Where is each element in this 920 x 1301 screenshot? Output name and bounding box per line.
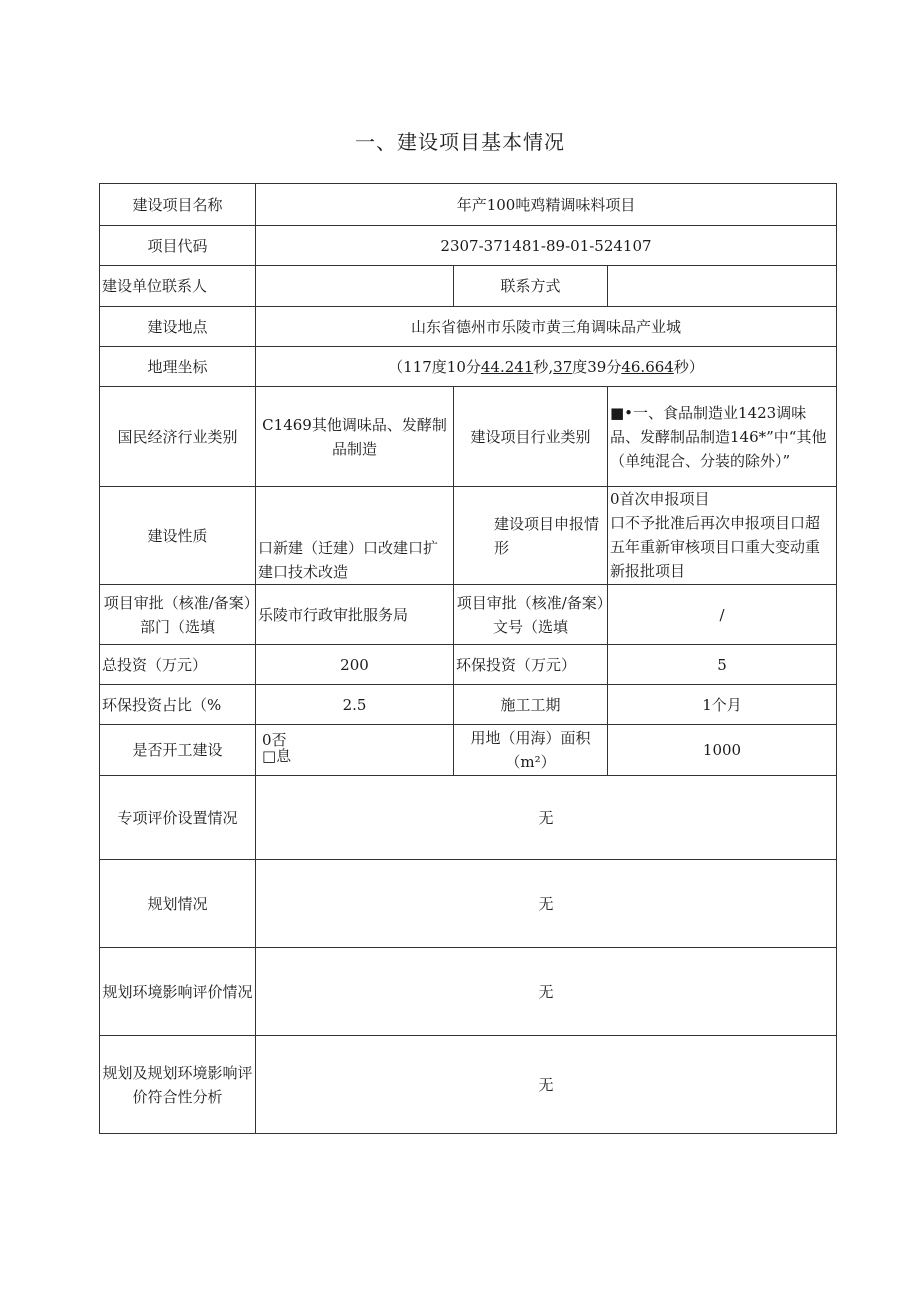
- row-approval: [100, 585, 837, 645]
- value-total-investment: 200: [256, 645, 454, 685]
- label-land-area: 用地（用海）面积（m²）: [454, 725, 608, 776]
- row-investment: [100, 645, 837, 685]
- value-project-industry: ■•一、食品制造业1423调味品、发酵制品制造146*”中“其他（单纯混合、分装的除外）”: [608, 387, 837, 487]
- row-industry: [100, 387, 837, 487]
- row-contact: [100, 266, 837, 307]
- label-contact-person: 建设单位联系人: [100, 266, 256, 307]
- value-planning: 无: [256, 860, 837, 948]
- row-project-name: [100, 184, 837, 226]
- value-national-industry: C1469其他调味品、发酵制品制造: [256, 387, 454, 487]
- started-option-no: 0否: [262, 731, 287, 749]
- row-location: [100, 307, 837, 347]
- coord-sep: 秒,: [533, 357, 554, 376]
- page-title: 一、建设项目基本情况: [355, 130, 565, 154]
- value-construction-nature: 口新建（迁建）口改建口扩建口技术改造: [256, 487, 454, 585]
- label-construction-period: 施工工期: [454, 685, 608, 725]
- label-planning-fit: 规划及规划环境影响评价符合性分析: [100, 1036, 256, 1134]
- declaration-first: 0首次申报项目: [610, 490, 710, 508]
- row-special-eval: [100, 776, 837, 860]
- label-project-code: 项目代码: [100, 226, 256, 266]
- label-approval-no: 项目审批（核准/备案）文号（选填: [454, 585, 608, 645]
- coord-prefix: （117度10分: [388, 357, 481, 376]
- row-project-code: [100, 226, 837, 266]
- declaration-other: 口不予批准后再次申报项目口超五年重新审核项目口重大变动重新报批项目: [610, 514, 821, 580]
- value-project-code: 2307-371481-89-01-524107: [256, 226, 837, 266]
- coord-lat-degrees: 37: [553, 357, 573, 376]
- coord-suffix: 秒）: [673, 357, 704, 376]
- label-project-name: 建设项目名称: [100, 184, 256, 226]
- label-coordinates: 地理坐标: [100, 347, 256, 387]
- value-env-ratio: 2.5: [256, 685, 454, 725]
- value-env-investment: 5: [608, 645, 837, 685]
- row-ratio: [100, 685, 837, 725]
- label-special-eval: 专项评价设置情况: [100, 776, 256, 860]
- value-special-eval: 无: [256, 776, 837, 860]
- value-location: 山东省德州市乐陵市黄三角调味品产业城: [256, 307, 837, 347]
- value-contact-person: [256, 266, 454, 307]
- row-planning-env: [100, 948, 837, 1036]
- label-approval-dept: 项目审批（核准/备案）部门（选填: [100, 585, 256, 645]
- value-approval-dept: 乐陵市行政审批服务局: [256, 585, 454, 645]
- row-planning-fit: [100, 1036, 837, 1134]
- coord-lat-seconds: 46.664: [621, 357, 674, 376]
- value-declaration-type: [608, 487, 837, 585]
- value-contact-method: [608, 266, 837, 307]
- value-construction-period: 1个月: [608, 685, 837, 725]
- value-started: [256, 725, 454, 776]
- coord-lon-seconds: 44.241: [480, 357, 534, 376]
- label-total-investment: 总投资（万元）: [100, 645, 256, 685]
- value-planning-env: 无: [256, 948, 837, 1036]
- coord-lat-min: 度39分: [572, 357, 622, 376]
- label-project-industry: 建设项目行业类别: [454, 387, 608, 487]
- value-planning-fit: 无: [256, 1036, 837, 1134]
- label-planning-env: 规划环境影响评价情况: [100, 948, 256, 1036]
- started-option-yes: □息: [262, 747, 292, 765]
- row-nature: [100, 487, 837, 585]
- label-national-industry: 国民经济行业类别: [100, 387, 256, 487]
- label-location: 建设地点: [100, 307, 256, 347]
- value-land-area: 1000: [608, 725, 837, 776]
- label-env-ratio: 环保投资占比（%: [100, 685, 256, 725]
- value-project-name: 年产100吨鸡精调味料项目: [256, 184, 837, 226]
- label-declaration-type: 建设项目申报情形: [454, 487, 608, 585]
- label-planning: 规划情况: [100, 860, 256, 948]
- row-coordinates: [100, 347, 837, 387]
- row-planning: [100, 860, 837, 948]
- project-info-table: [99, 183, 837, 1134]
- row-started: [100, 725, 837, 776]
- value-coordinates: [256, 347, 837, 387]
- label-started: 是否开工建设: [100, 725, 256, 776]
- value-approval-no: /: [608, 585, 837, 645]
- label-env-investment: 环保投资（万元）: [454, 645, 608, 685]
- label-contact-method: 联系方式: [454, 266, 608, 307]
- label-construction-nature: 建设性质: [100, 487, 256, 585]
